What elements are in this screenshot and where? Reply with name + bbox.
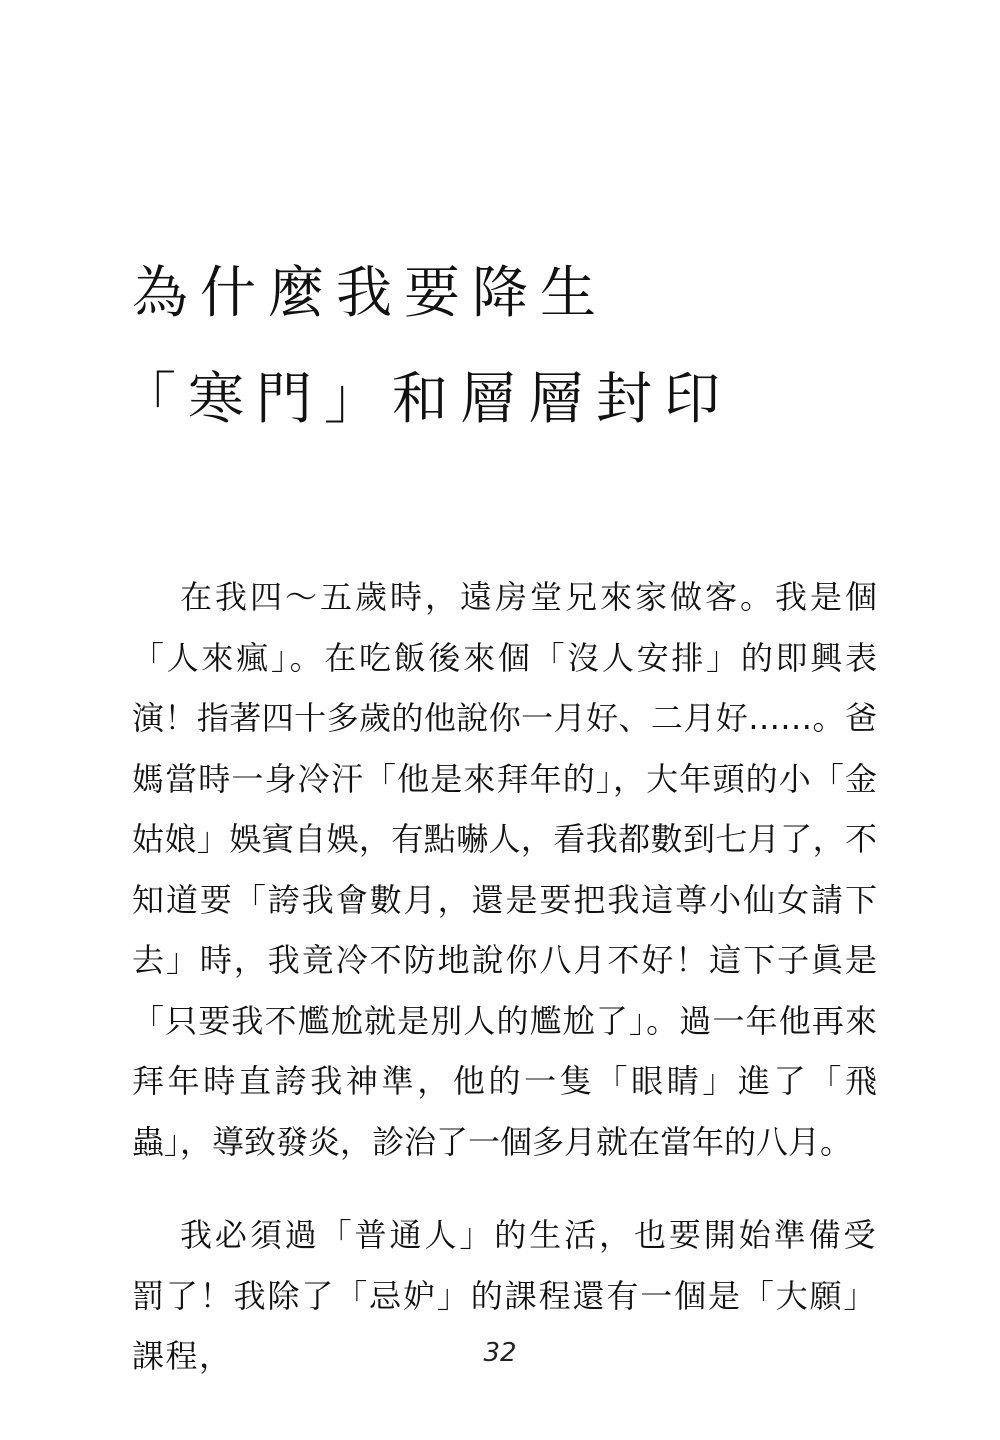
page-number: 32 [483,1338,517,1368]
chapter-title-line-2: 「寒門」和層層封印 [120,367,732,432]
chapter-title-line-1: 為什麼我要降生 [132,261,608,326]
paragraph-1: 在我四～五歲時，遠房堂兄來家做客。我是個「人來瘋」。在吃飯後來個「沒人安排」的即興表演！指著四十多歲的他說你一月好、二月好……。爸媽當時一身冷汗「他是來拜年的」，大年頭的小「金姑娘」娛賓自娛，有點嚇人，看我都數到七月了，不知道要「誇我會數月，還是要把我這尊小仙女請下去」時，我竟冷不防地說你八月不好！這下子眞是「只要我不尷尬就是別人的尷尬了」。過一年他再來拜年時直誇我神準，他的一隻「眼睛」進了「飛蟲」，導致發炎，診治了一個多月就在當年的八月。 [132,578,877,1161]
chapter-title [120,261,892,432]
paragraph-2: 我必須過「普通人」的生活，也要開始準備受罰了！我除了「忌妒」的課程還有一個是「大願」課程， [132,1216,877,1375]
body-text [132,567,877,1387]
